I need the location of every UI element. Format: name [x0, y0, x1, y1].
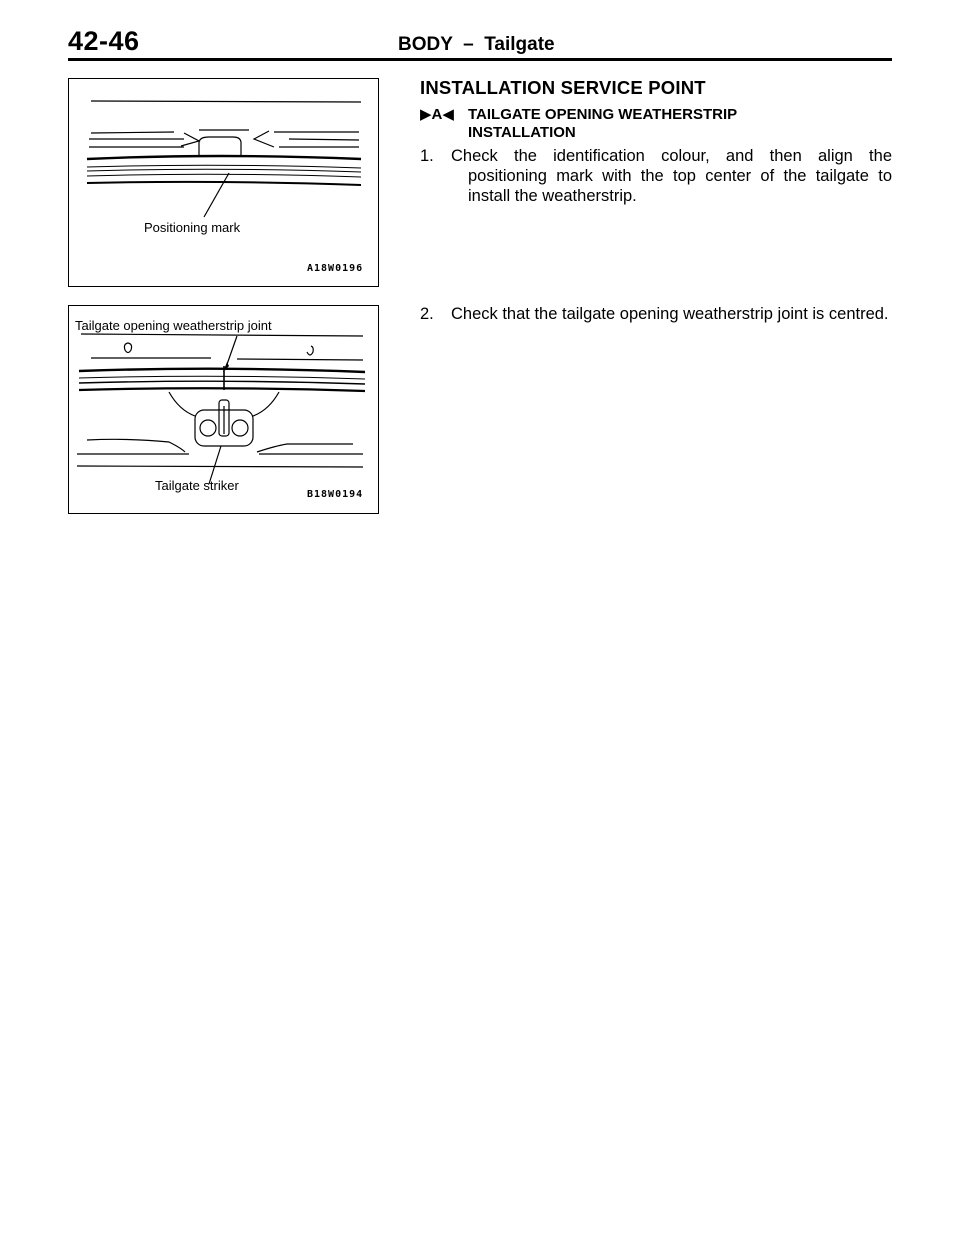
- tailgate-striker-callout: Tailgate striker: [155, 478, 239, 493]
- service-point-marker: ▶A◀: [420, 106, 454, 123]
- figure-code: B18W0194: [307, 489, 364, 500]
- step-text-content: Check the identification colour, and then align the positioning mark with the top center of the tailgate to install the weatherstrip.: [451, 147, 892, 205]
- positioning-mark-callout: Positioning mark: [144, 220, 241, 235]
- step-number: 1.: [420, 147, 434, 165]
- step-item: [420, 304, 892, 324]
- header-title: BODY – Tailgate: [398, 34, 555, 55]
- figure-code: A18W0196: [307, 263, 364, 274]
- header-rule: [68, 58, 892, 61]
- section-title: INSTALLATION SERVICE POINT: [420, 77, 706, 98]
- step-number: 2.: [420, 305, 434, 323]
- positioning-mark-illustration: [69, 79, 378, 286]
- weatherstrip-joint-callout: Tailgate opening weatherstrip joint: [75, 318, 272, 333]
- sub-heading: [420, 106, 890, 142]
- figure-weatherstrip-joint: [68, 305, 379, 514]
- step-text: [451, 146, 892, 206]
- step-text: [451, 304, 892, 324]
- page-number: 42-46: [68, 26, 140, 56]
- step-item: [420, 146, 892, 206]
- figure-positioning-mark: [68, 78, 379, 287]
- sub-heading-text: TAILGATE OPENING WEATHERSTRIP INSTALLATION: [468, 106, 737, 141]
- step-text-content: Check that the tailgate opening weatherstrip joint is centred.: [451, 305, 889, 323]
